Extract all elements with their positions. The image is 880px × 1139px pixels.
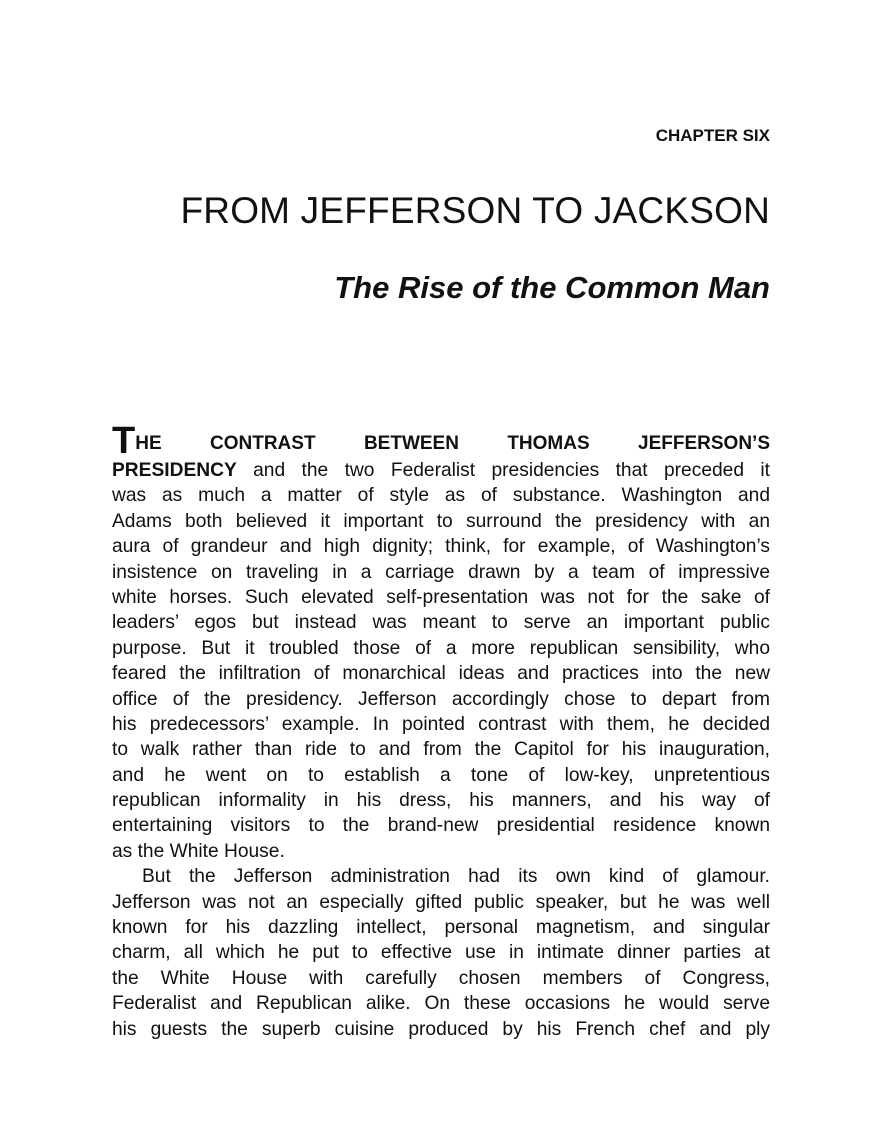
text-line: the White House with carefully chosen members of Congress, (112, 967, 770, 989)
lead-rest: and the two Federalist presidencies that preceded it (236, 460, 770, 481)
chapter-label: CHAPTER SIX (655, 126, 770, 145)
text-line: leaders’ egos but instead was meant to serve an important public (112, 612, 770, 634)
opening-word: BETWEEN (363, 433, 459, 454)
text-line: white horses. Such elevated self-presentation was not for the sake of (112, 586, 770, 608)
text-line: insistence on traveling in a carriage drawn by a team of impressive (112, 561, 770, 583)
paragraph-1 (112, 483, 770, 864)
text-line: charm, all which he put to effective use in intimate dinner parties at (112, 942, 770, 964)
text-line: office of the presidency. Jefferson accordingly chose to depart from (112, 688, 770, 710)
opening-word: THOMAS (507, 433, 590, 454)
text-line: was as much a matter of style as of substance. Washington and (112, 485, 770, 507)
body-text (112, 420, 770, 1042)
chapter-title: FROM JEFFERSON TO JACKSON (180, 190, 770, 231)
text-line: Jefferson was not an especially gifted public speaker, but he was well (112, 891, 770, 913)
text-line: aura of grandeur and high dignity; think, for example, of Washington’s (112, 536, 770, 558)
text-line: known for his dazzling intellect, personal magnetism, and singular (112, 917, 770, 939)
opening-word-1 (112, 420, 162, 462)
text-line: Federalist and Republican alike. On these occasions he would serve (112, 993, 770, 1015)
text-line: Adams both believed it important to surround the presidency with an (112, 510, 770, 532)
text-line: purpose. But it troubled those of a more republican sensibility, who (112, 637, 770, 659)
opening-word-rest: HE (135, 433, 162, 454)
opening-line (112, 420, 770, 462)
paragraph-2 (112, 864, 770, 1042)
text-line: as the White House. (112, 840, 285, 862)
text-line: his guests the superb cuisine produced by his French chef and ply (112, 1018, 770, 1040)
text-line: entertaining visitors to the brand-new presidential residence known (112, 815, 770, 837)
opening-word: JEFFERSON’S (638, 433, 770, 454)
text-line: republican informality in his dress, his manners, and his way of (112, 790, 770, 812)
drop-cap: T (112, 420, 136, 462)
text-line: to walk rather than ride to and from the Capitol for his inauguration, (112, 739, 770, 761)
text-line: and he went on to establish a tone of low-key, unpretentious (112, 764, 770, 786)
bold-lead: PRESIDENCY (112, 460, 237, 481)
text-line: his predecessors’ example. In pointed contrast with them, he decided (112, 713, 770, 735)
chapter-subtitle: The Rise of the Common Man (334, 270, 770, 305)
text-line: feared the infiltration of monarchical ideas and practices into the new (112, 663, 770, 685)
text-line (112, 458, 770, 483)
opening-word: CONTRAST (210, 433, 316, 454)
text-line: But the Jefferson administration had its own kind of glamour. (142, 866, 770, 888)
